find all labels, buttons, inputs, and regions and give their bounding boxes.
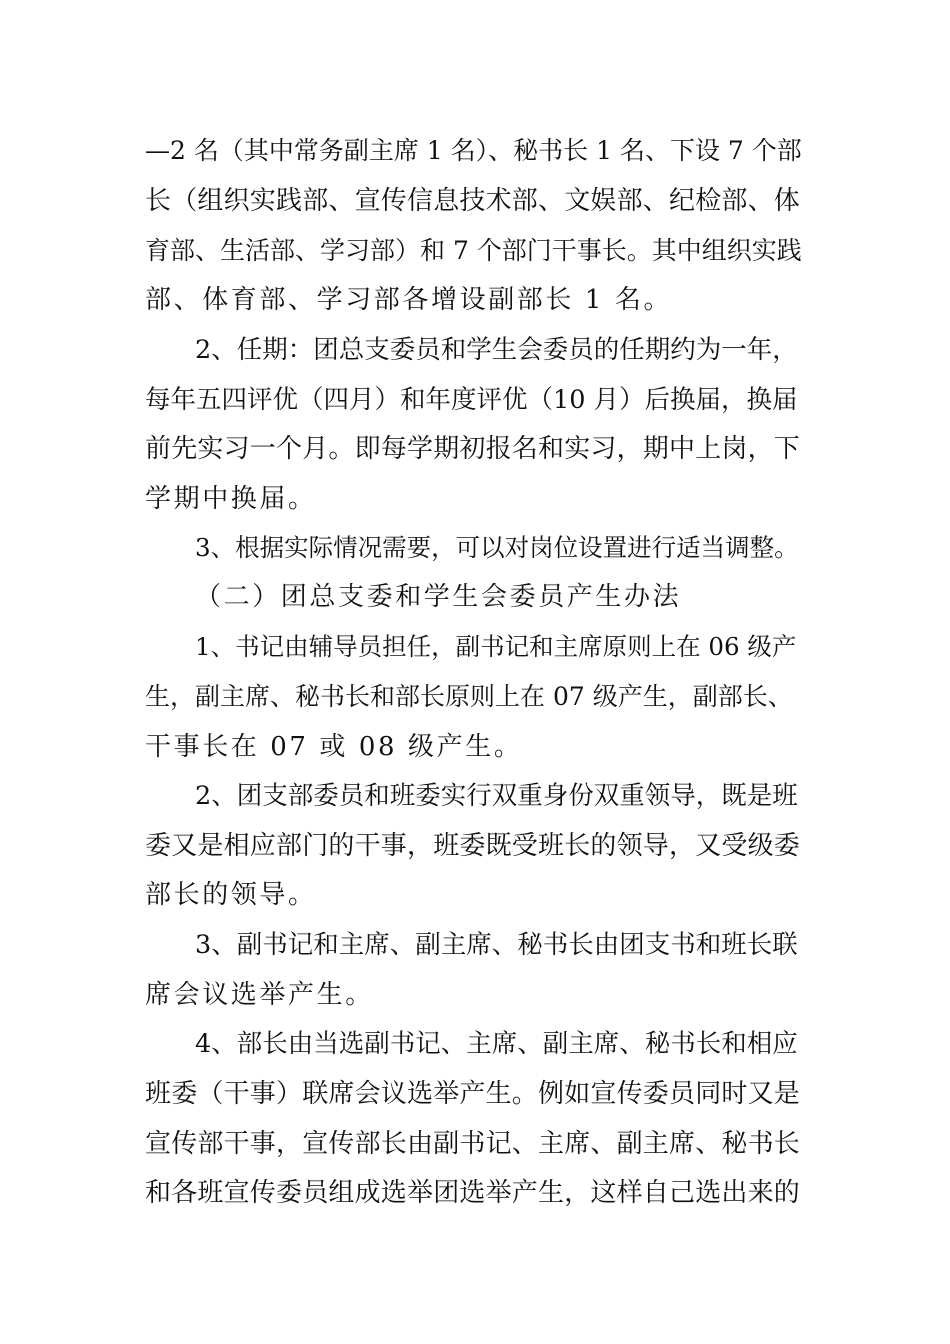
text-line: 和各班宣传委员组成选举团选举产生，这样自己选出来的 xyxy=(145,1178,801,1208)
text-line: 部长的领导。 xyxy=(145,880,317,910)
text-line: 学期中换届。 xyxy=(145,484,317,514)
text-line: 干事长在 07 或 08 级产生。 xyxy=(145,732,523,762)
text-line: 宣传部干事，宣传部长由副书记、主席、副主席、秘书长 xyxy=(145,1129,801,1159)
text-line: 班委（干事）联席会议选举产生。例如宣传委员同时又是 xyxy=(145,1079,801,1109)
text-line: 每年五四评优（四月）和年度评优（10 月）后换届，换届 xyxy=(145,385,798,415)
text-line: 前先实习一个月。即每学期初报名和实习，期中上岗，下 xyxy=(145,434,801,464)
section-heading: （二）团总支委和学生会委员产生办法 xyxy=(195,582,682,612)
text-line: 部、体育部、学习部各增设副部长 1 名。 xyxy=(145,285,673,315)
paragraph-first-line: 4、部长由当选副书记、主席、副主席、秘书长和相应 xyxy=(195,1029,798,1059)
paragraph-first-line: 3、根据实际情况需要，可以对岗位设置进行适当调整。 xyxy=(195,533,799,562)
paragraph-first-line: 1、书记由辅导员担任，副书记和主席原则上在 06 级产 xyxy=(195,632,797,661)
text-line: 席会议选举产生。 xyxy=(145,980,374,1010)
text-line: 长（组织实践部、宣传信息技术部、文娱部、纪检部、体 xyxy=(145,186,801,216)
text-line: —2 名（其中常务副主席 1 名）、秘书长 1 名、下设 7 个部 xyxy=(145,136,802,165)
text-line: 委又是相应部门的干事，班委既受班长的领导，又受级委 xyxy=(145,831,801,861)
paragraph-first-line: 2、团支部委员和班委实行双重身份双重领导，既是班 xyxy=(195,781,798,811)
paragraph-first-line: 3、副书记和主席、副主席、秘书长由团支书和班长联 xyxy=(195,930,798,960)
text-line: 育部、生活部、学习部）和 7 个部门干事长。其中组织实践 xyxy=(145,236,802,265)
paragraph-first-line: 2、任期：团总支委员和学生会委员的任期约为一年， xyxy=(195,335,798,365)
text-line: 生，副主席、秘书长和部长原则上在 07 级产生，副部长、 xyxy=(145,682,793,711)
